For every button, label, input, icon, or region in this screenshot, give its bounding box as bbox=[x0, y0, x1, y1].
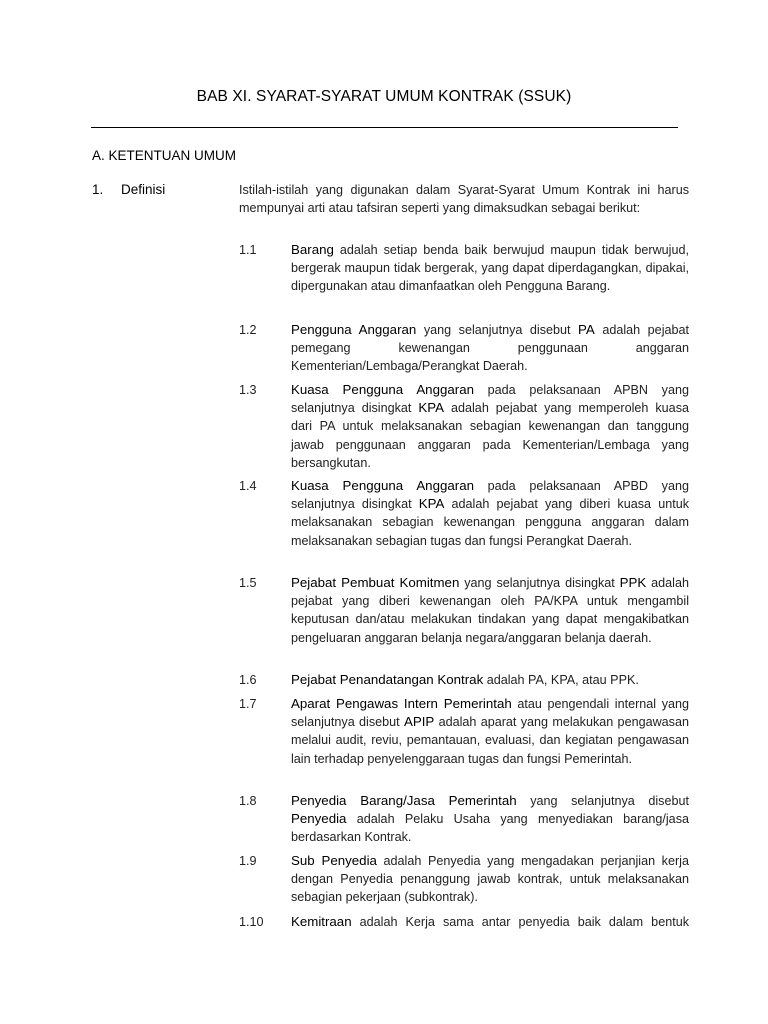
definition-term: Kemitraan bbox=[291, 914, 352, 929]
definition-abbreviation: APIP bbox=[403, 714, 435, 730]
definition-text bbox=[291, 321, 689, 376]
definition-item bbox=[239, 792, 689, 847]
definition-text bbox=[291, 574, 689, 647]
definition-number: 1.9 bbox=[239, 854, 257, 868]
definitions-intro: Istilah-istilah yang digunakan dalam Syarat-Syarat Umum Kontrak ini harus mempunyai arti atau tafsiran seperti yang dimaksudkan sebagai berikut: bbox=[239, 183, 689, 216]
definition-abbreviation: Penyedia bbox=[291, 811, 347, 827]
definition-body: adalah Pelaku Usaha yang menyediakan barang/jasa berdasarkan Kontrak. bbox=[291, 812, 689, 845]
definition-term: Penyedia Barang/Jasa Pemerintah bbox=[291, 793, 517, 808]
definition-item bbox=[239, 477, 689, 550]
definition-body: pada pelaksanaan APBN yang selanjutnya disingkat bbox=[291, 383, 689, 416]
definition-body: adalah aparat yang melakukan pengawasan melalui audit, reviu, pemantauan, evaluasi, dan kegiatan pengawasan lain terhadap penyelenggaraan tugas dan fungsi Pemerintah. bbox=[291, 715, 689, 766]
definition-abbreviation: KPA bbox=[418, 400, 445, 416]
definition-body: adalah Penyedia yang mengadakan perjanjian kerja dengan Penyedia penanggung jawab kontrak, untuk melaksanakan sebagian pekerjaan (subkontrak). bbox=[291, 854, 689, 905]
definition-body: adalah pejabat yang diberi kuasa untuk melaksanakan sebagian kewenangan pengguna anggaran dalam melaksanakan sebagian tugas dan fungsi Perangkat Daerah. bbox=[291, 497, 690, 548]
definition-item bbox=[239, 241, 689, 296]
definition-item bbox=[239, 321, 689, 376]
definition-item bbox=[239, 671, 689, 689]
definition-term: Pengguna Anggaran bbox=[291, 322, 417, 337]
definition-text bbox=[291, 913, 689, 931]
definition-item bbox=[239, 574, 689, 647]
definition-body: adalah pejabat pemegang kewenangan penggunaan anggaran Kementerian/Lembaga/Perangkat Daerah. bbox=[291, 323, 689, 374]
definition-text bbox=[291, 671, 689, 689]
definition-term: Pejabat Pembuat Komitmen bbox=[291, 575, 460, 590]
definition-number: 1.4 bbox=[239, 479, 257, 493]
clause-label: Definisi bbox=[121, 182, 166, 197]
page-title: BAB XI. SYARAT-SYARAT UMUM KONTRAK (SSUK) bbox=[196, 88, 572, 105]
definition-term: Sub Penyedia bbox=[291, 853, 377, 868]
definition-term: Kuasa Pengguna Anggaran bbox=[291, 478, 474, 493]
definition-number: 1.3 bbox=[239, 383, 257, 397]
definition-body: pada pelaksanaan APBD yang selanjutnya disingkat bbox=[291, 479, 689, 512]
definition-text bbox=[291, 792, 689, 847]
definition-body: adalah pejabat yang diberi kewenangan oleh PA/KPA untuk mengambil keputusan dan/atau melakukan tindakan yang dapat mengakibatkan pengeluaran anggaran belanja negara/anggaran belanja daerah. bbox=[291, 576, 689, 645]
definition-item bbox=[239, 852, 689, 907]
definition-number: 1.5 bbox=[239, 576, 257, 590]
section-heading: A. KETENTUAN UMUM bbox=[92, 148, 237, 163]
definition-term: Barang bbox=[291, 242, 334, 257]
definition-body: yang selanjutnya disebut bbox=[516, 794, 689, 808]
definition-abbreviation: PPK bbox=[619, 575, 647, 590]
definition-text bbox=[291, 381, 689, 472]
definition-number: 1.1 bbox=[239, 243, 257, 257]
definition-term: Pejabat Penandatangan Kontrak bbox=[291, 672, 484, 687]
definition-text bbox=[291, 695, 689, 768]
clause-number: 1. bbox=[92, 182, 104, 197]
definition-text bbox=[291, 241, 689, 296]
definition-number: 1.8 bbox=[239, 794, 257, 808]
definition-body: atau pengendali internal yang selanjutnya disebut bbox=[291, 697, 690, 730]
definition-item bbox=[239, 695, 689, 768]
definition-abbreviation: KPA bbox=[418, 496, 445, 512]
title-divider bbox=[91, 127, 678, 128]
definition-item bbox=[239, 913, 689, 931]
definition-text bbox=[291, 852, 689, 907]
definition-body: yang selanjutnya disingkat bbox=[459, 576, 620, 590]
definition-body: yang selanjutnya disebut bbox=[416, 323, 579, 337]
definition-term: Kuasa Pengguna Anggaran bbox=[291, 382, 474, 397]
definition-body: adalah setiap benda baik berwujud maupun tidak berwujud, bergerak maupun tidak bergerak, yang dapat diperdagangkan, dipakai, dipergunakan atau dimanfaatkan oleh Pengguna Barang. bbox=[291, 243, 689, 294]
definition-body: adalah PA, KPA, atau PPK. bbox=[483, 673, 639, 687]
definition-item bbox=[239, 381, 689, 472]
definition-abbreviation: PA bbox=[578, 322, 595, 337]
definition-body: adalah Kerja sama antar penyedia baik dalam bentuk bbox=[351, 915, 689, 929]
definition-number: 1.7 bbox=[239, 697, 257, 711]
definition-number: 1.2 bbox=[239, 323, 257, 337]
definition-term: Aparat Pengawas Intern Pemerintah bbox=[291, 696, 512, 711]
definition-text bbox=[291, 477, 689, 550]
definition-body: adalah pejabat yang memperoleh kuasa dari PA untuk melaksanakan sebagian kewenangan dan tanggung jawab penggunaan anggaran pada Kementerian/Lembaga yang bersangkutan. bbox=[291, 401, 689, 470]
definition-number: 1.6 bbox=[239, 673, 257, 687]
definition-number: 1.10 bbox=[239, 915, 264, 929]
